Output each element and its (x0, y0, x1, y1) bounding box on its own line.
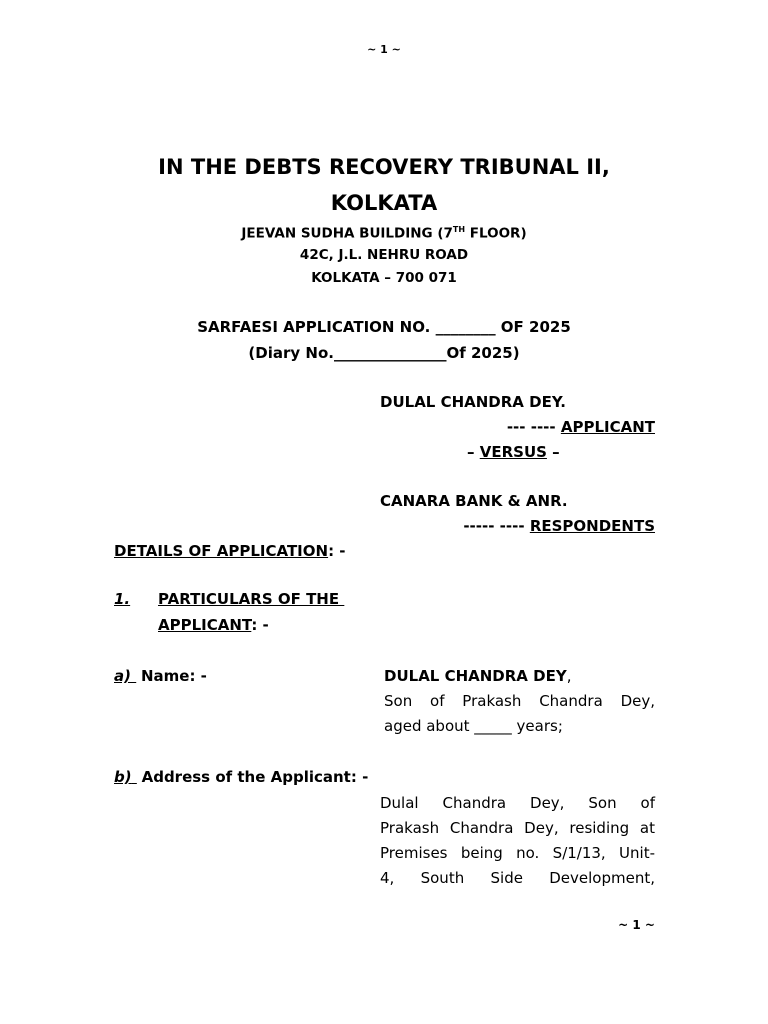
item-b-line3: Premises being no. S/1/13, Unit- (380, 844, 655, 862)
item-a-heading (114, 667, 207, 685)
item-a-label: a) (114, 667, 131, 685)
item-b-line2: Prakash Chandra Dey, residing at (380, 819, 655, 837)
section1-title-suffix: : - (251, 616, 269, 634)
item-b-line1: Dulal Chandra Dey, Son of (380, 794, 655, 812)
respondent-designation (463, 517, 655, 535)
section1-number (114, 590, 130, 608)
court-address-line3: KOLKATA – 700 071 (311, 270, 457, 286)
respondent-name: CANARA BANK & ANR. (380, 492, 568, 510)
details-heading-text: DETAILS OF APPLICATION (114, 542, 329, 560)
section1-applicant-label: APPLICANT (158, 616, 252, 634)
versus-dash-right: – (546, 443, 560, 461)
address-building: JEEVAN SUDHA BUILDING (7 (241, 225, 453, 242)
versus-label: VERSUS (479, 443, 547, 461)
court-title-line2: KOLKATA (330, 191, 438, 215)
details-heading (114, 542, 346, 560)
page-number-header: ~ 1 ~ (367, 43, 401, 56)
item-b-heading (114, 768, 368, 786)
item-a-underline-gap (131, 667, 141, 685)
item-a-title: Name: - (140, 667, 207, 685)
item-a-line2: Son of Prakash Chandra Dey, (384, 692, 655, 710)
item-a-line3: aged about _____ years; (384, 717, 563, 735)
item-b-label: b) (114, 768, 132, 786)
address-superscript: TH (452, 225, 466, 234)
applicant-dashes: --- ---- (506, 418, 561, 436)
item-a-value-name (384, 667, 571, 685)
item-b-title: Address of the Applicant: - (141, 768, 369, 786)
item-b-line4: 4, South Side Development, (380, 869, 655, 887)
section1-title-line2 (158, 616, 269, 634)
court-address-line2: 42C, J.L. NEHRU ROAD (299, 247, 469, 263)
section1-number-text: 1. (114, 590, 131, 608)
respondent-label: RESPONDENTS (529, 517, 655, 535)
applicant-name: DULAL CHANDRA DEY. (380, 393, 566, 411)
versus-dash-left: – (467, 443, 480, 461)
application-number: SARFAESI APPLICATION NO. ________ OF 2025 (197, 318, 571, 336)
court-address-line1 (0, 225, 768, 242)
applicant-label: APPLICANT (560, 418, 655, 436)
item-a-name-comma: , (566, 667, 572, 685)
item-a-name-text: DULAL CHANDRA DEY (384, 667, 567, 685)
versus-line (467, 443, 560, 461)
item-b-underline-gap (132, 768, 142, 786)
diary-number: (Diary No._______________Of 2025) (248, 344, 520, 362)
applicant-designation (507, 418, 655, 436)
respondent-dashes: ----- ---- (463, 517, 530, 535)
page-number-footer: ~ 1 ~ (618, 918, 655, 932)
section1-title-line1: PARTICULARS OF THE (158, 590, 345, 608)
address-floor: FLOOR) (465, 225, 527, 242)
details-heading-suffix: : - (328, 542, 346, 560)
court-title-line1: IN THE DEBTS RECOVERY TRIBUNAL II, (158, 155, 610, 179)
